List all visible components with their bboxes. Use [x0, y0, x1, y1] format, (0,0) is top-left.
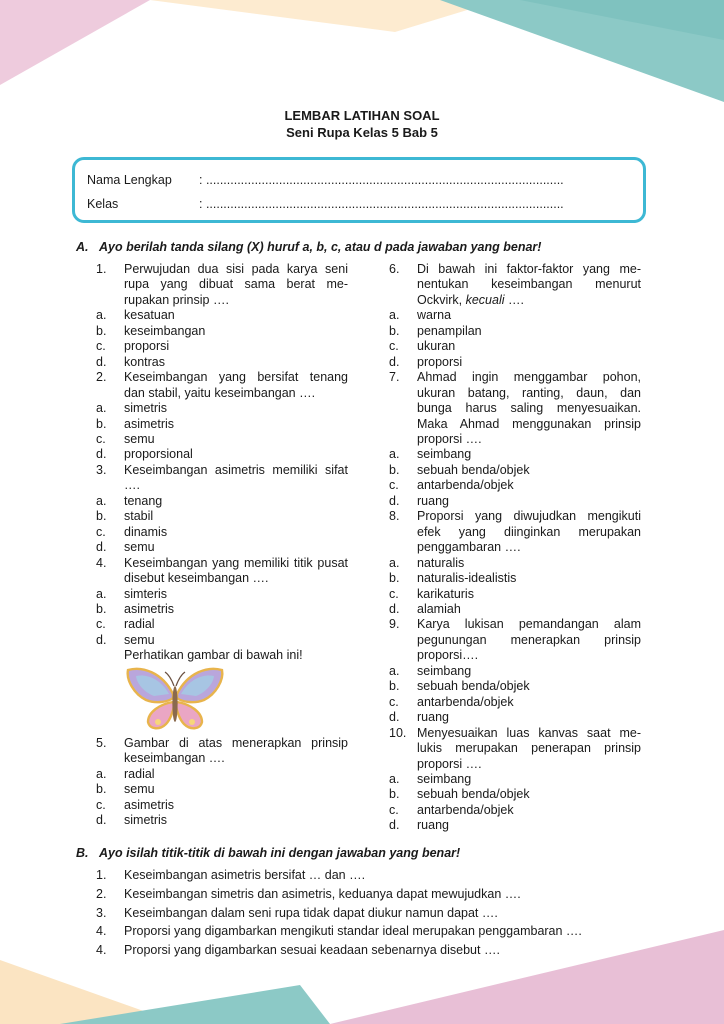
top-left-pink-shape [0, 0, 150, 85]
option-9c[interactable]: c. antarbenda/objek [389, 694, 514, 709]
option-1d[interactable]: d. kontras [96, 354, 165, 369]
option-4b[interactable]: b. asimetris [96, 601, 175, 616]
class-row [87, 197, 564, 211]
option-4c[interactable]: c. radial [96, 617, 155, 632]
section-b-letter: B. [76, 846, 89, 860]
option-5b[interactable]: b. semu [96, 782, 155, 797]
option-7a[interactable]: a. seimbang [389, 447, 472, 462]
question-3: 3. Keseimbangan asimetris memiliki sifat …. [96, 462, 348, 493]
name-field[interactable]: : ....................................................................................................... [199, 173, 564, 187]
question-4: 4. Keseimbangan yang memiliki titik pusat disebut keseimbangan …. [96, 555, 348, 586]
option-6c[interactable]: c. ukuran [389, 339, 456, 354]
option-9b[interactable]: b. sebuah benda/objek [389, 679, 530, 694]
question-8: 8. Proporsi yang diwujudkan mengikuti efek yang diinginkan merupakan penggambaran …. [389, 509, 641, 555]
option-10a[interactable]: a. seimbang [389, 771, 472, 786]
option-1a[interactable]: a. kesatuan [96, 308, 175, 323]
option-9d[interactable]: d. ruang [389, 710, 449, 725]
questions-right-column [389, 262, 641, 834]
option-9a[interactable]: a. seimbang [389, 663, 472, 678]
fill-item-2[interactable]: 2. Keseimbangan simetris dan asimetris, keduanya dapat mewujudkan …. [96, 886, 521, 901]
option-6b[interactable]: b. penampilan [389, 323, 482, 338]
option-8a[interactable]: a. naturalis [389, 555, 465, 570]
question-text: Gambar di atas menerapkan prinsip keseimbangan …. [124, 735, 348, 766]
option-6a[interactable]: a. warna [389, 308, 452, 323]
class-field[interactable]: : ....................................................................................................... [199, 197, 564, 211]
option-5d[interactable]: d. simetris [96, 813, 168, 828]
questions-left-column [96, 262, 348, 829]
name-label: Nama Lengkap [87, 173, 172, 187]
question-10: 10. Menyesuaikan luas kanvas saat me-lukis merupakan penerapan prinsip proporsi …. [389, 725, 641, 771]
section-b-instruction: Ayo isilah titik-titik di bawah ini dengan jawaban yang benar! [99, 846, 461, 860]
option-1b[interactable]: b. keseimbangan [96, 323, 206, 338]
name-row [87, 173, 564, 187]
question-7: 7. Ahmad ingin menggambar pohon, ukuran batang, ranting, daun, dan bunga harus saling menyesuaikan. Maka Ahmad menggunakan prinsip proporsi …. [389, 370, 641, 446]
option-2d[interactable]: d. proporsional [96, 447, 193, 462]
option-7d[interactable]: d. ruang [389, 493, 449, 508]
question-text: Karya lukisan pemandangan alam pegunungan menerapkan prinsip proporsi…. [417, 617, 641, 663]
section-b-heading [76, 846, 460, 860]
fill-item-1[interactable]: 1. Keseimbangan asimetris bersifat … dan …. [96, 868, 366, 882]
question-text: Ahmad ingin menggambar pohon, ukuran batang, ranting, daun, dan bunga harus saling menyesuaikan. Maka Ahmad menggunakan prinsip proporsi …. [417, 370, 641, 446]
option-4d[interactable]: d. semu [96, 632, 155, 647]
question-text: Keseimbangan yang memiliki titik pusat disebut keseimbangan …. [124, 555, 348, 586]
question-text: Keseimbangan asimetris memiliki sifat …. [124, 462, 348, 493]
fill-item-3[interactable]: 3. Keseimbangan dalam seni rupa tidak dapat diukur namun dapat …. [96, 905, 498, 920]
option-8d[interactable]: d. alamiah [389, 601, 461, 616]
question-1: 1. Perwujudan dua sisi pada karya seni rupa yang dibuat sama berat me-rupakan prinsip …. [96, 262, 348, 307]
option-6d[interactable]: d. proporsi [389, 354, 463, 369]
option-2c[interactable]: c. semu [96, 431, 155, 446]
option-7b[interactable]: b. sebuah benda/objek [389, 462, 530, 477]
page-subtitle: Seni Rupa Kelas 5 Bab 5 [286, 125, 438, 140]
question-9: 9. Karya lukisan pemandangan alam pegunungan menerapkan prinsip proporsi…. [389, 617, 641, 663]
option-7c[interactable]: c. antarbenda/objek [389, 478, 514, 493]
butterfly-illustration [124, 664, 226, 736]
option-8b[interactable]: b. naturalis-idealistis [389, 571, 517, 586]
question-2: 2. Keseimbangan yang bersifat tenang dan stabil, yaitu keseimbangan …. [96, 370, 348, 400]
fill-item-5[interactable]: 4. Proporsi yang digambarkan sesuai keadaan sebenarnya disebut …. [96, 943, 500, 958]
question-text: Proporsi yang diwujudkan mengikuti efek yang diinginkan merupakan penggambaran …. [417, 509, 641, 555]
option-1c[interactable]: c. proporsi [96, 339, 170, 354]
picture-note: Perhatikan gambar di bawah ini! [124, 648, 303, 663]
section-a-heading [76, 240, 541, 254]
option-3c[interactable]: c. dinamis [96, 524, 168, 539]
option-5c[interactable]: c. asimetris [96, 797, 175, 812]
option-4a[interactable]: a. simteris [96, 586, 168, 601]
option-3a[interactable]: a. tenang [96, 493, 163, 508]
option-5a[interactable]: a. radial [96, 766, 155, 781]
question-text: Keseimbangan yang bersifat tenang dan stabil, yaitu keseimbangan …. [124, 370, 348, 400]
option-8c[interactable]: c. karikaturis [389, 586, 474, 601]
page-title: LEMBAR LATIHAN SOAL [284, 108, 440, 123]
top-peach-shape [150, 0, 500, 32]
option-3b[interactable]: b. stabil [96, 509, 154, 524]
question-text: Perwujudan dua sisi pada karya seni rupa yang dibuat sama berat me-rupakan prinsip …. [124, 262, 348, 307]
option-3d[interactable]: d. semu [96, 540, 155, 555]
option-2a[interactable]: a. simetris [96, 401, 168, 416]
fill-item-4[interactable]: 4. Proporsi yang digambarkan mengikuti standar ideal merupakan penggambaran …. [96, 924, 582, 939]
question-6: 6. Di bawah ini faktor-faktor yang me-nentukan keseimbangan menurut Ockvirk, kecuali …. [389, 262, 641, 307]
option-10b[interactable]: b. sebuah benda/objek [389, 787, 530, 802]
section-b-items [96, 866, 656, 960]
identity-box [72, 157, 646, 223]
question-text: Menyesuaikan luas kanvas saat me-lukis merupakan penerapan prinsip proporsi …. [417, 725, 641, 771]
question-5: 5. Gambar di atas menerapkan prinsip keseimbangan …. [96, 735, 348, 766]
option-2b[interactable]: b. asimetris [96, 416, 175, 431]
section-a-letter: A. [76, 240, 89, 254]
emphasis-kecuali: kecuali [465, 292, 505, 307]
class-label: Kelas [87, 197, 119, 211]
option-10c[interactable]: c. antarbenda/objek [389, 802, 514, 817]
section-a-instruction: Ayo berilah tanda silang (X) huruf a, b, c, atau d pada jawaban yang benar! [99, 240, 542, 254]
title-block [0, 107, 724, 141]
option-10d[interactable]: d. ruang [389, 818, 449, 833]
